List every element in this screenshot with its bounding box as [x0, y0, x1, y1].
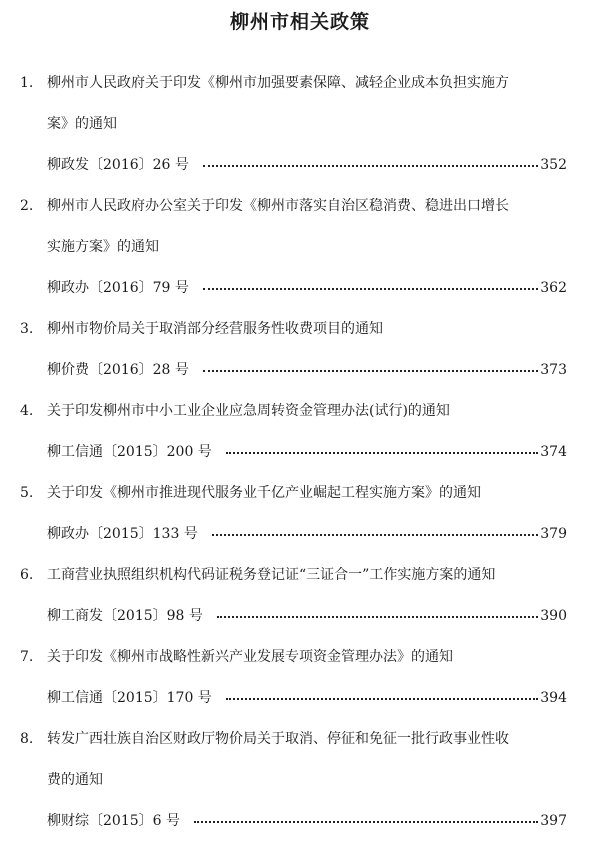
- toc-entry-ref-line: [0, 600, 600, 641]
- toc-entry-title-line: [0, 559, 600, 600]
- toc-entry-title-line: [0, 641, 600, 682]
- toc-entry-title: 柳州市人民政府办公室关于印发《柳州市落实自治区稳消费、稳进出口增长: [47, 198, 509, 214]
- toc-entry-ref-line: [0, 682, 600, 723]
- toc-entry-title-line: [0, 67, 600, 108]
- toc-entry: [0, 313, 600, 395]
- toc-list: [0, 67, 600, 846]
- page-number: 374: [540, 444, 567, 460]
- document-number: 柳价费〔2016〕28 号: [47, 362, 189, 378]
- toc-entry-title: 关于印发《柳州市战略性新兴产业发展专项资金管理办法》的通知: [47, 649, 453, 665]
- page-number: 394: [540, 690, 567, 706]
- toc-entry-title: 柳州市物价局关于取消部分经营服务性收费项目的通知: [47, 321, 383, 337]
- toc-entry-title: 关于印发柳州市中小工业企业应急周转资金管理办法(试行)的通知: [47, 403, 450, 419]
- toc-entry-ref-line: [0, 805, 600, 846]
- dot-leader: [217, 616, 538, 618]
- dot-leader: [203, 165, 538, 167]
- toc-entry-title-line: [0, 108, 600, 149]
- toc-entry-number: 2.: [20, 198, 34, 214]
- toc-entry: [0, 67, 600, 190]
- dot-leader: [226, 452, 538, 454]
- toc-entry-number: 6.: [20, 567, 34, 583]
- toc-entry-title-line: [0, 395, 600, 436]
- document-number: 柳工商发〔2015〕98 号: [47, 608, 203, 624]
- toc-entry-title-line: [0, 313, 600, 354]
- page-number: 352: [540, 157, 567, 173]
- page-number: 397: [540, 813, 567, 829]
- dot-leader: [203, 370, 538, 372]
- dot-leader: [203, 288, 538, 290]
- toc-entry-title: 工商营业执照组织机构代码证税务登记证“三证合一”工作实施方案的通知: [47, 567, 496, 583]
- dot-leader: [226, 698, 538, 700]
- document-number: 柳政发〔2016〕26 号: [47, 157, 189, 173]
- toc-entry-ref-line: [0, 272, 600, 313]
- dot-leader: [194, 821, 538, 823]
- toc-entry: [0, 190, 600, 313]
- toc-entry-title: 转发广西壮族自治区财政厅物价局关于取消、停征和免征一批行政事业性收: [47, 731, 509, 747]
- toc-entry-title: 案》的通知: [47, 116, 117, 132]
- page-number: 379: [540, 526, 567, 542]
- toc-entry-number: 3.: [20, 321, 34, 337]
- toc-entry-title: 费的通知: [47, 772, 103, 788]
- toc-entry-title: 实施方案》的通知: [47, 239, 159, 255]
- page-title: 柳州市相关政策: [229, 11, 370, 33]
- toc-entry-title-line: [0, 764, 600, 805]
- page-number: 362: [540, 280, 567, 296]
- toc-entry-title: 关于印发《柳州市推进现代服务业千亿产业崛起工程实施方案》的通知: [47, 485, 481, 501]
- toc-entry-title-line: [0, 190, 600, 231]
- toc-entry: [0, 395, 600, 477]
- document-number: 柳工信通〔2015〕170 号: [47, 690, 212, 706]
- page-number: 373: [540, 362, 567, 378]
- document-number: 柳财综〔2015〕6 号: [47, 813, 180, 829]
- document-number: 柳工信通〔2015〕200 号: [47, 444, 212, 460]
- toc-entry: [0, 477, 600, 559]
- page-number: 390: [540, 608, 567, 624]
- toc-entry: [0, 641, 600, 723]
- toc-entry-number: 8.: [20, 731, 34, 747]
- toc-entry: [0, 723, 600, 846]
- document-number: 柳政办〔2015〕133 号: [47, 526, 198, 542]
- toc-entry-ref-line: [0, 436, 600, 477]
- toc-entry-number: 1.: [20, 75, 34, 91]
- toc-entry-number: 7.: [20, 649, 34, 665]
- toc-entry-title-line: [0, 231, 600, 272]
- toc-entry-title-line: [0, 477, 600, 518]
- toc-entry-number: 5.: [20, 485, 34, 501]
- toc-entry-ref-line: [0, 354, 600, 395]
- toc-entry-number: 4.: [20, 403, 34, 419]
- toc-entry-title-line: [0, 723, 600, 764]
- toc-entry-ref-line: [0, 149, 600, 190]
- toc-entry: [0, 559, 600, 641]
- document-number: 柳政办〔2016〕79 号: [47, 280, 189, 296]
- dot-leader: [212, 534, 538, 536]
- toc-entry-ref-line: [0, 518, 600, 559]
- toc-entry-title: 柳州市人民政府关于印发《柳州市加强要素保障、减轻企业成本负担实施方: [47, 75, 509, 91]
